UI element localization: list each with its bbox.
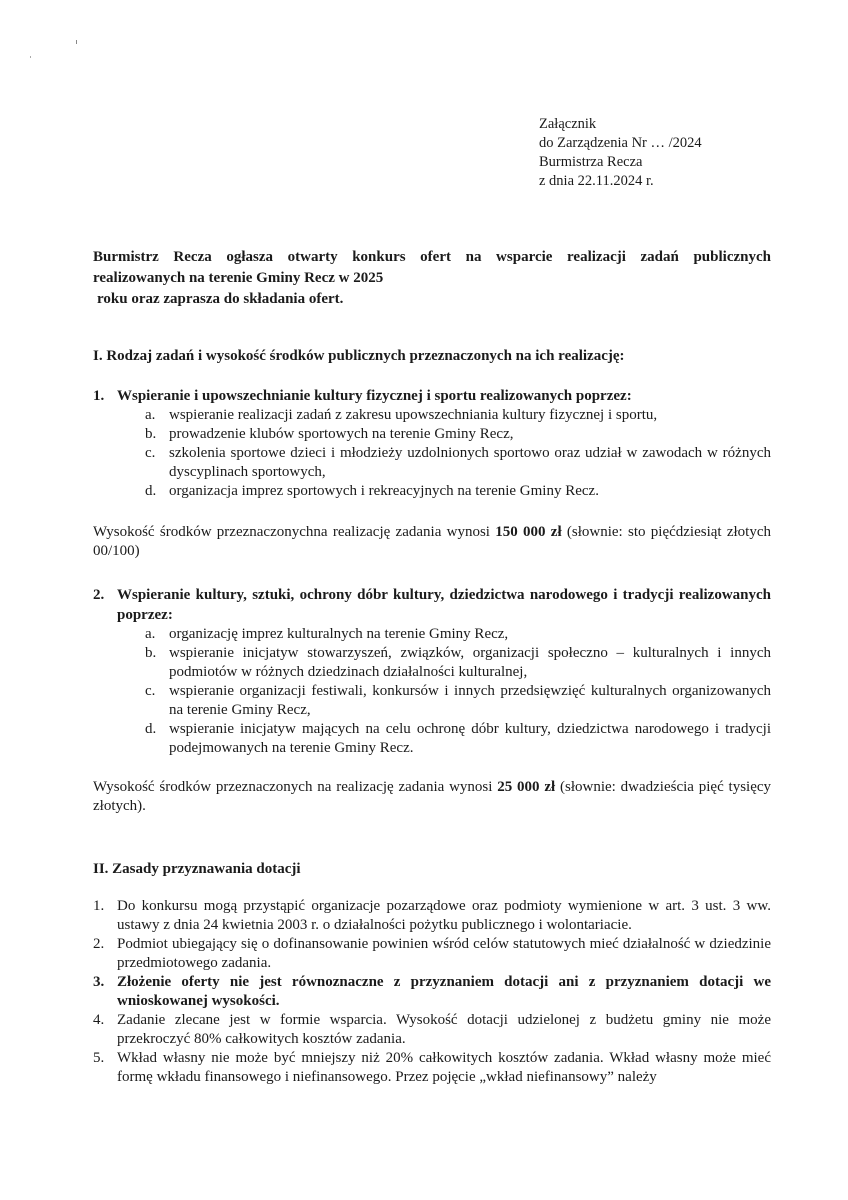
attachment-line: Burmistrza Recza bbox=[539, 154, 643, 170]
task-subitem: a. wspieranie realizacji zadań z zakresu upowszechniania kultury fizycznej i sportu, bbox=[145, 407, 658, 423]
rule-item: 3. Złożenie oferty nie jest równoznaczne z przyznaniem dotacji ani z przyznaniem dotacji we wnioskowanej wysokości. bbox=[93, 974, 771, 1009]
attachment-line: do Zarządzenia Nr … /2024 bbox=[539, 135, 702, 151]
rules-list bbox=[93, 897, 771, 1087]
task-subitem: d. organizacja imprez sportowych i rekreacyjnych na terenie Gminy Recz. bbox=[145, 483, 599, 499]
task-subitem: a. organizację imprez kulturalnych na terenie Gminy Recz, bbox=[145, 626, 509, 642]
attachment-line: z dnia 22.11.2024 r. bbox=[539, 173, 654, 189]
heading-line: Burmistrz Recza ogłasza otwarty konkurs ofert na wsparcie realizacji zadań publicznych bbox=[93, 249, 771, 265]
attachment-header bbox=[539, 115, 702, 191]
section-title: II. Zasady przyznawania dotacji bbox=[93, 861, 301, 877]
scan-mark bbox=[30, 56, 31, 58]
task-subitem: b. prowadzenie klubów sportowych na terenie Gminy Recz, bbox=[145, 426, 514, 442]
funding-amount: 25 000 zł bbox=[497, 779, 556, 795]
attachment-line: Załącznik bbox=[539, 116, 597, 132]
rule-item: 4. Zadanie zlecane jest w formie wsparcia. Wysokość dotacji udzielonej z budżetu gminy nie może przekroczyć 80% całkowitych kosztów zadania. bbox=[93, 1012, 771, 1047]
heading-line: realizowanych na terenie Gminy Recz w 2025 bbox=[93, 270, 384, 286]
funding-amount: 150 000 zł bbox=[495, 524, 562, 540]
task-number: 1. bbox=[93, 388, 105, 404]
task-item bbox=[93, 585, 771, 758]
section-title: I. Rodzaj zadań i wysokość środków publicznych przeznaczonych na ich realizację: bbox=[93, 348, 625, 364]
rule-item: 5. Wkład własny nie może być mniejszy niż 20% całkowitych kosztów zadania. Wkład własny może mieć formę wkładu finansowego i niefinansowego. Przez pojęcie „wkład niefinansowy” należy bbox=[93, 1050, 771, 1085]
task-title: 2. Wspieranie kultury, sztuki, ochrony dóbr kultury, dziedzictwa narodowego i tradycji realizowanych poprzez: bbox=[93, 587, 771, 623]
task-title: 1. Wspieranie i upowszechnianie kultury fizycznej i sportu realizowanych poprzez: bbox=[93, 388, 632, 404]
task-subitem: d. wspieranie inicjatyw mających na celu ochronę dóbr kultury, dziedzictwa narodowego i tradycji podejmowanych na terenie Gminy Recz. bbox=[145, 721, 771, 756]
task-number: 2. bbox=[93, 587, 105, 603]
heading-line: roku oraz zaprasza do składania ofert. bbox=[97, 291, 344, 307]
scan-mark bbox=[76, 40, 77, 44]
funding-paragraph: Wysokość środków przeznaczonychna realizację zadania wynosi 150 000 zł (słownie: sto pięćdziesiąt złotych 00/100) bbox=[93, 524, 772, 559]
task-subitem: c. szkolenia sportowe dzieci i młodzieży uzdolnionych sportowo oraz udział w zawodach w różnych dyscyplinach sportowych, bbox=[145, 445, 771, 480]
funding-paragraph: Wysokość środków przeznaczonych na realizację zadania wynosi 25 000 zł (słownie: dwadzieścia pięć tysięcy złotych). bbox=[93, 779, 772, 814]
rule-item: 2. Podmiot ubiegający się o dofinansowanie powinien wśród celów statutowych mieć działalność w dziedzinie przedmiotowego zadania. bbox=[93, 936, 771, 971]
task-subitem: c. wspieranie organizacji festiwali, konkursów i innych przedsięwzięć kulturalnych organizowanych na terenie Gminy Recz, bbox=[145, 683, 771, 718]
task-item bbox=[93, 387, 771, 501]
rule-item: 1. Do konkursu mogą przystąpić organizacje pozarządowe oraz podmioty wymienione w art. 3 ust. 3 ww. ustawy z dnia 24 kwietnia 2003 r. o działalności pożytku publicznego i wolontariacie. bbox=[93, 898, 771, 933]
task-subitem: b. wspieranie inicjatyw stowarzyszeń, związków, organizacji społeczno – kulturalnych i innych podmiotów w różnych dziedzinach działalności kulturalnej, bbox=[145, 645, 771, 680]
announcement-heading bbox=[93, 247, 771, 310]
